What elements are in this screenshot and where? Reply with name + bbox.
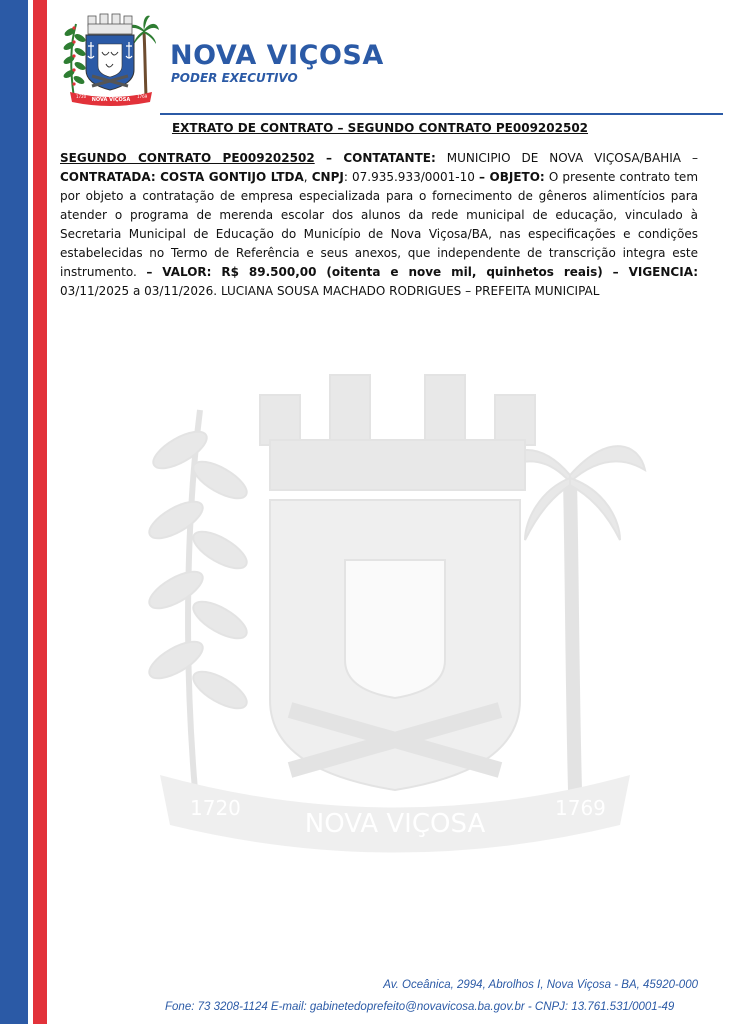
separator: – bbox=[314, 151, 344, 165]
watermark-banner-text: NOVA VIÇOSA bbox=[304, 809, 486, 839]
contratada-label: CONTRATADA: COSTA GONTIJO LTDA bbox=[60, 170, 304, 184]
watermark-year-right: 1769 bbox=[555, 796, 606, 820]
crest-banner-text: NOVA VIÇOSA bbox=[91, 97, 131, 103]
contract-extract-body bbox=[60, 149, 698, 301]
contratante-value: MUNICIPIO DE NOVA VIÇOSA/BAHIA – bbox=[435, 151, 698, 165]
separator: , bbox=[303, 170, 312, 184]
valor-label: – VALOR: R$ 89.500,00 (oitenta e nove mil, quinhetos reais) bbox=[146, 265, 613, 279]
contract-reference: SEGUNDO CONTRATO PE009202502 bbox=[60, 151, 315, 165]
vigencia-value: 03/11/2025 a 03/11/2026. LUCIANA SOUSA MACHADO RODRIGUES – PREFEITA MUNICIPAL bbox=[60, 284, 600, 298]
contratante-label: CONTATANTE: bbox=[343, 151, 436, 165]
left-red-stripe bbox=[33, 0, 47, 1024]
municipal-crest-logo bbox=[60, 10, 160, 106]
vigencia-label: – VIGENCIA: bbox=[612, 265, 698, 279]
objeto-text: O presente contrato tem por objeto a contratação de empresa especializada para o fornecimento de gêneros alimentícios para atender o programa de merenda escolar dos alunos da rede municipal de educação, vinculado à Secretaria Municipal de Educação do Município de Nova Viçosa/BA, nas especificações e condições estabelecidas no Termo de Referência e seus anexos, que independente de transcrição integra este instrumento. bbox=[60, 170, 699, 279]
cnpj-value: : 07.935.933/0001-10 bbox=[343, 170, 480, 184]
objeto-label: – OBJETO: bbox=[479, 170, 545, 184]
brand-name: NOVA VIÇOSA bbox=[170, 40, 384, 71]
footer-contact: Fone: 73 3208-1124 E-mail: gabinetedoprefeito@novavicosa.ba.gov.br - CNPJ: 13.761.531/0001-49 bbox=[165, 1001, 675, 1013]
crest-year-left: 1720 bbox=[76, 94, 87, 99]
document-title: EXTRATO DE CONTRATO – SEGUNDO CONTRATO PE009202502 bbox=[171, 121, 589, 135]
cnpj-label: CNPJ bbox=[311, 170, 344, 184]
header-divider bbox=[160, 113, 723, 115]
left-blue-stripe bbox=[0, 0, 28, 1024]
brand-subtitle: PODER EXECUTIVO bbox=[171, 71, 298, 85]
watermark-year-left: 1720 bbox=[190, 796, 241, 820]
footer-address: Av. Oceânica, 2994, Abrolhos I, Nova Viçosa - BA, 45920-000 bbox=[383, 979, 698, 991]
watermark-crest bbox=[140, 370, 650, 860]
crest-year-right: 1769 bbox=[137, 94, 148, 99]
